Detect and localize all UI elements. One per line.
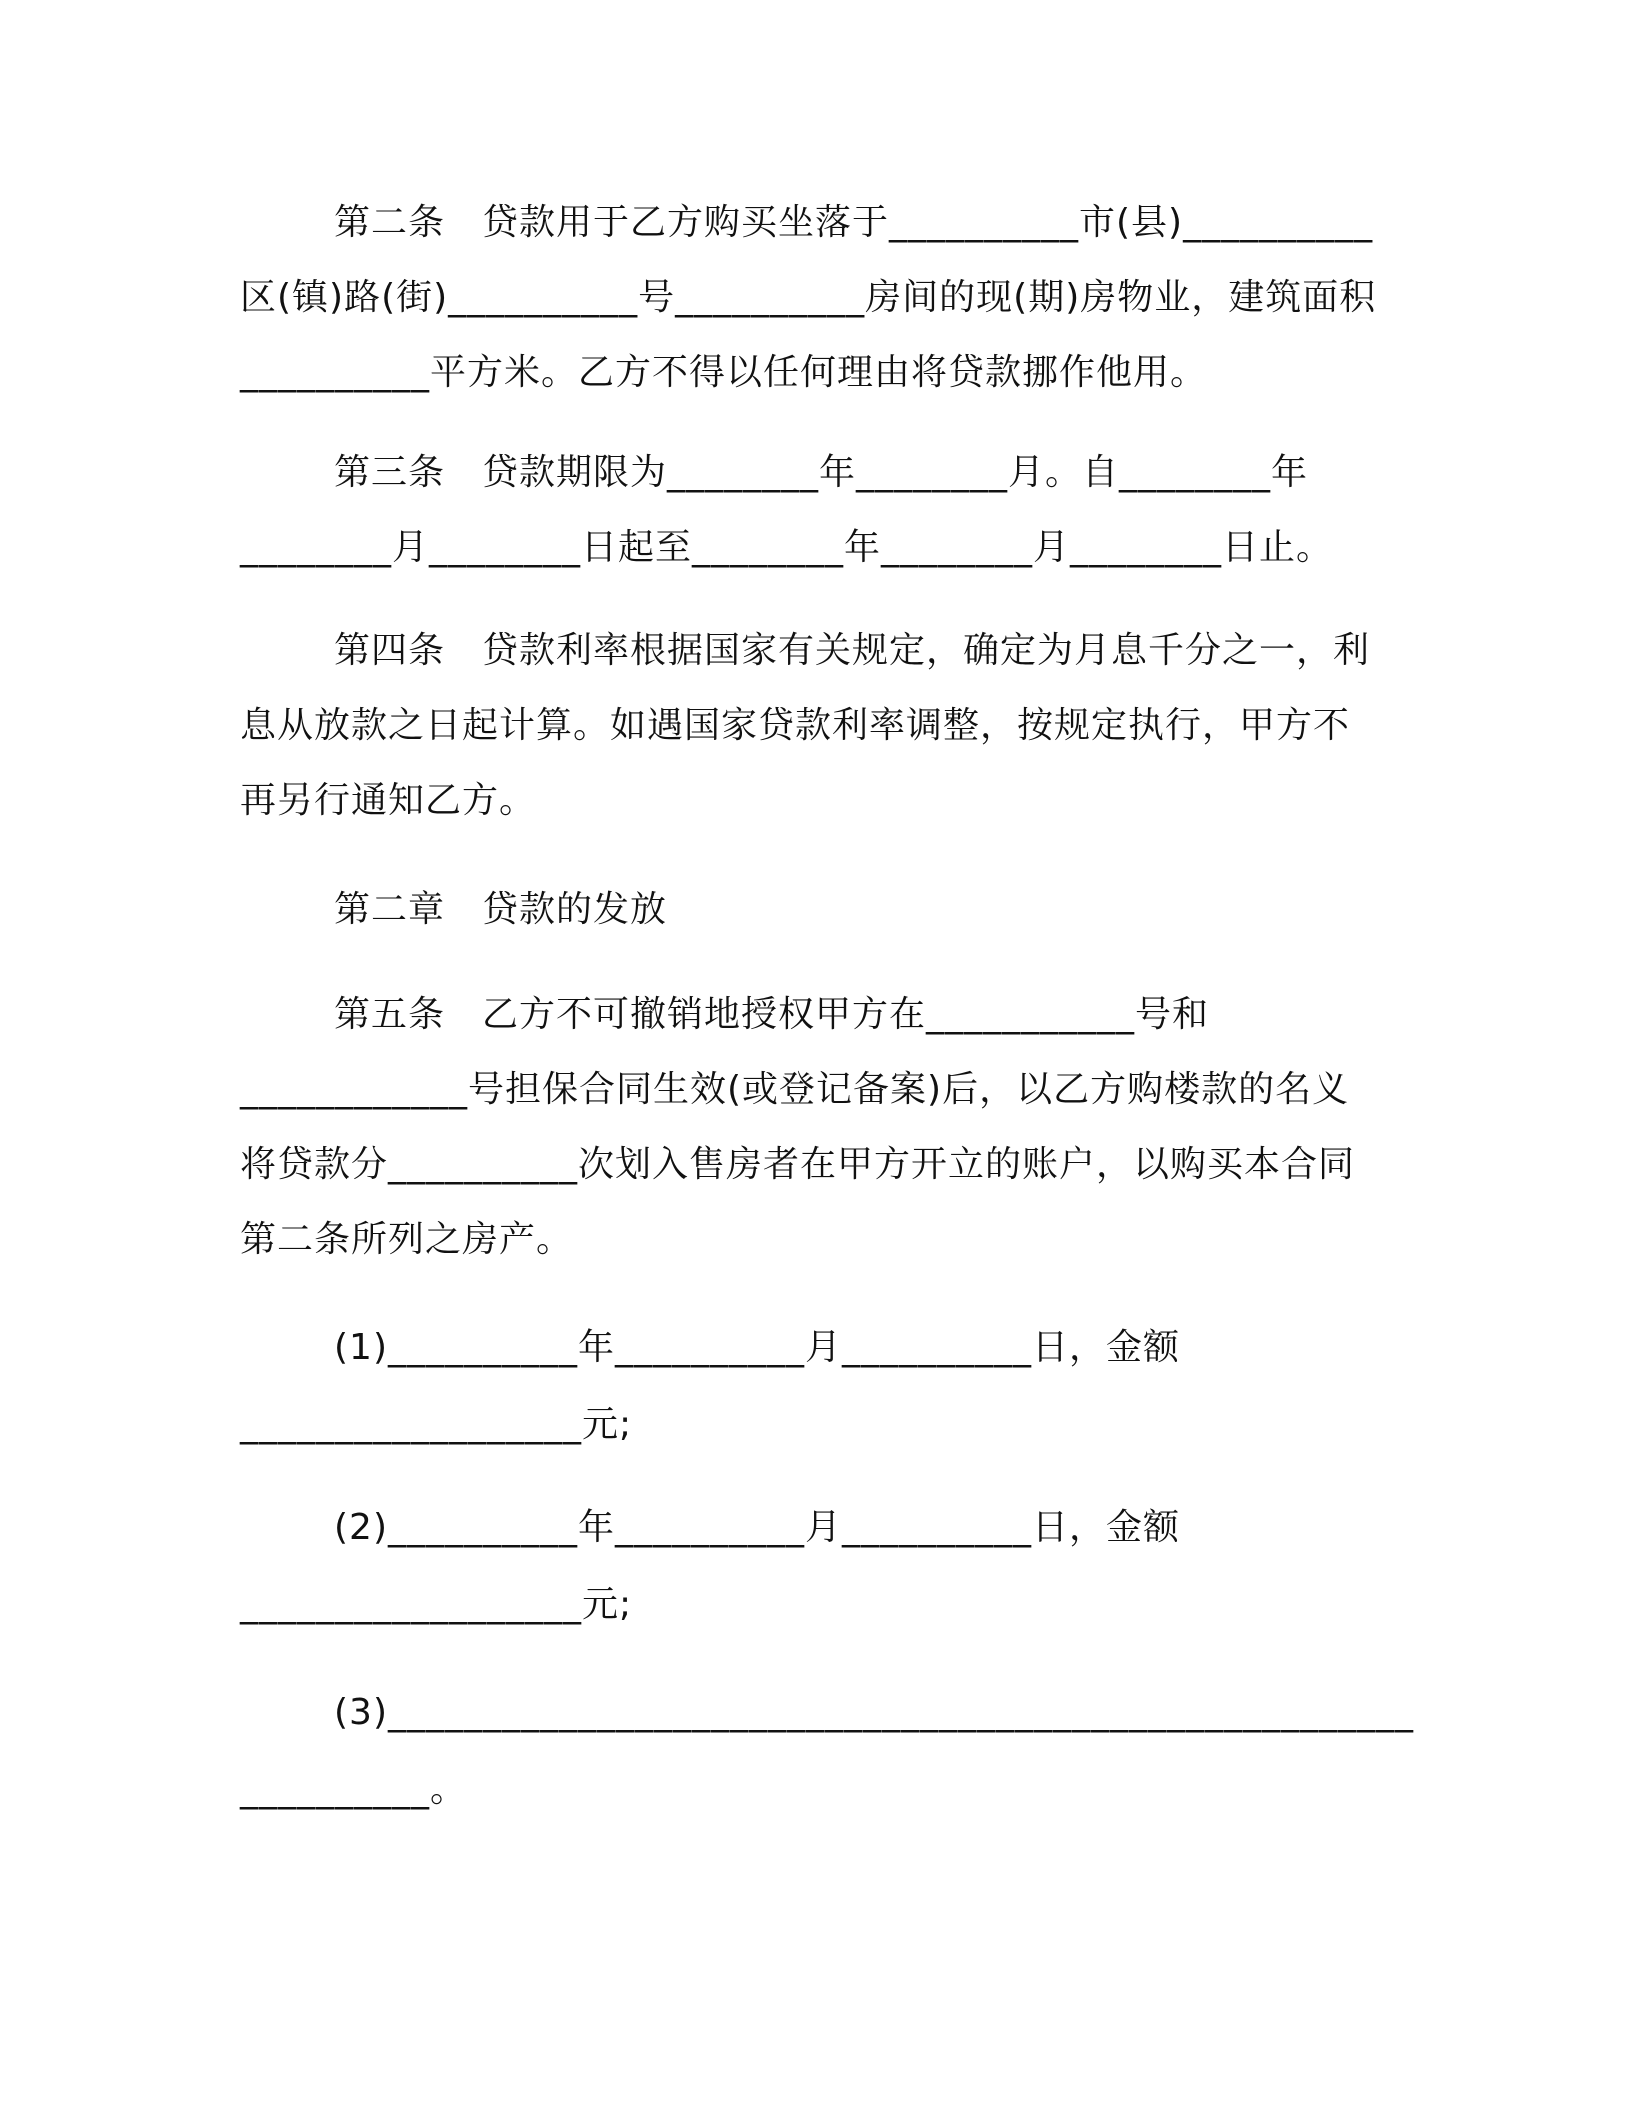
article-2-line-3: __________平方米。乙方不得以任何理由将贷款挪作他用。 bbox=[240, 352, 1208, 393]
installment-3-line-2: __________。 bbox=[240, 1769, 468, 1810]
article-5-line-1: 第五条 乙方不可撤销地授权甲方在___________号和 bbox=[334, 994, 1210, 1035]
installment-3-line-1: (3)______________________________________________________ bbox=[334, 1692, 1414, 1733]
installment-2-line-1: (2)__________年__________月__________日，金额 bbox=[334, 1507, 1180, 1548]
chapter-2-heading: 第二章 贷款的发放 bbox=[334, 889, 668, 930]
article-3-line-1: 第三条 贷款期限为________年________月。自________年 bbox=[334, 452, 1309, 493]
article-4-line-1: 第四条 贷款利率根据国家有关规定，确定为月息千分之一，利 bbox=[334, 630, 1371, 671]
article-3-line-2: ________月________日起至________年________月________日止。 bbox=[240, 527, 1334, 568]
installment-1-line-1: (1)__________年__________月__________日，金额 bbox=[334, 1327, 1180, 1368]
article-5-line-2: ____________号担保合同生效(或登记备案)后，以乙方购楼款的名义 bbox=[240, 1069, 1350, 1110]
installment-1-line-2: __________________元; bbox=[240, 1404, 633, 1445]
article-4-line-2: 息从放款之日起计算。如遇国家贷款利率调整，按规定执行，甲方不 bbox=[240, 705, 1351, 746]
article-5-line-3: 将贷款分__________次划入售房者在甲方开立的账户，以购买本合同 bbox=[240, 1144, 1356, 1185]
article-4-line-3: 再另行通知乙方。 bbox=[240, 780, 537, 821]
article-2-line-1: 第二条 贷款用于乙方购买坐落于__________市(县)__________ bbox=[334, 202, 1374, 243]
article-5-line-4: 第二条所列之房产。 bbox=[240, 1219, 574, 1260]
installment-2-line-2: __________________元; bbox=[240, 1584, 633, 1625]
article-2-line-2: 区(镇)路(街)__________号__________房间的现(期)房物业，建筑面积 bbox=[240, 277, 1377, 318]
